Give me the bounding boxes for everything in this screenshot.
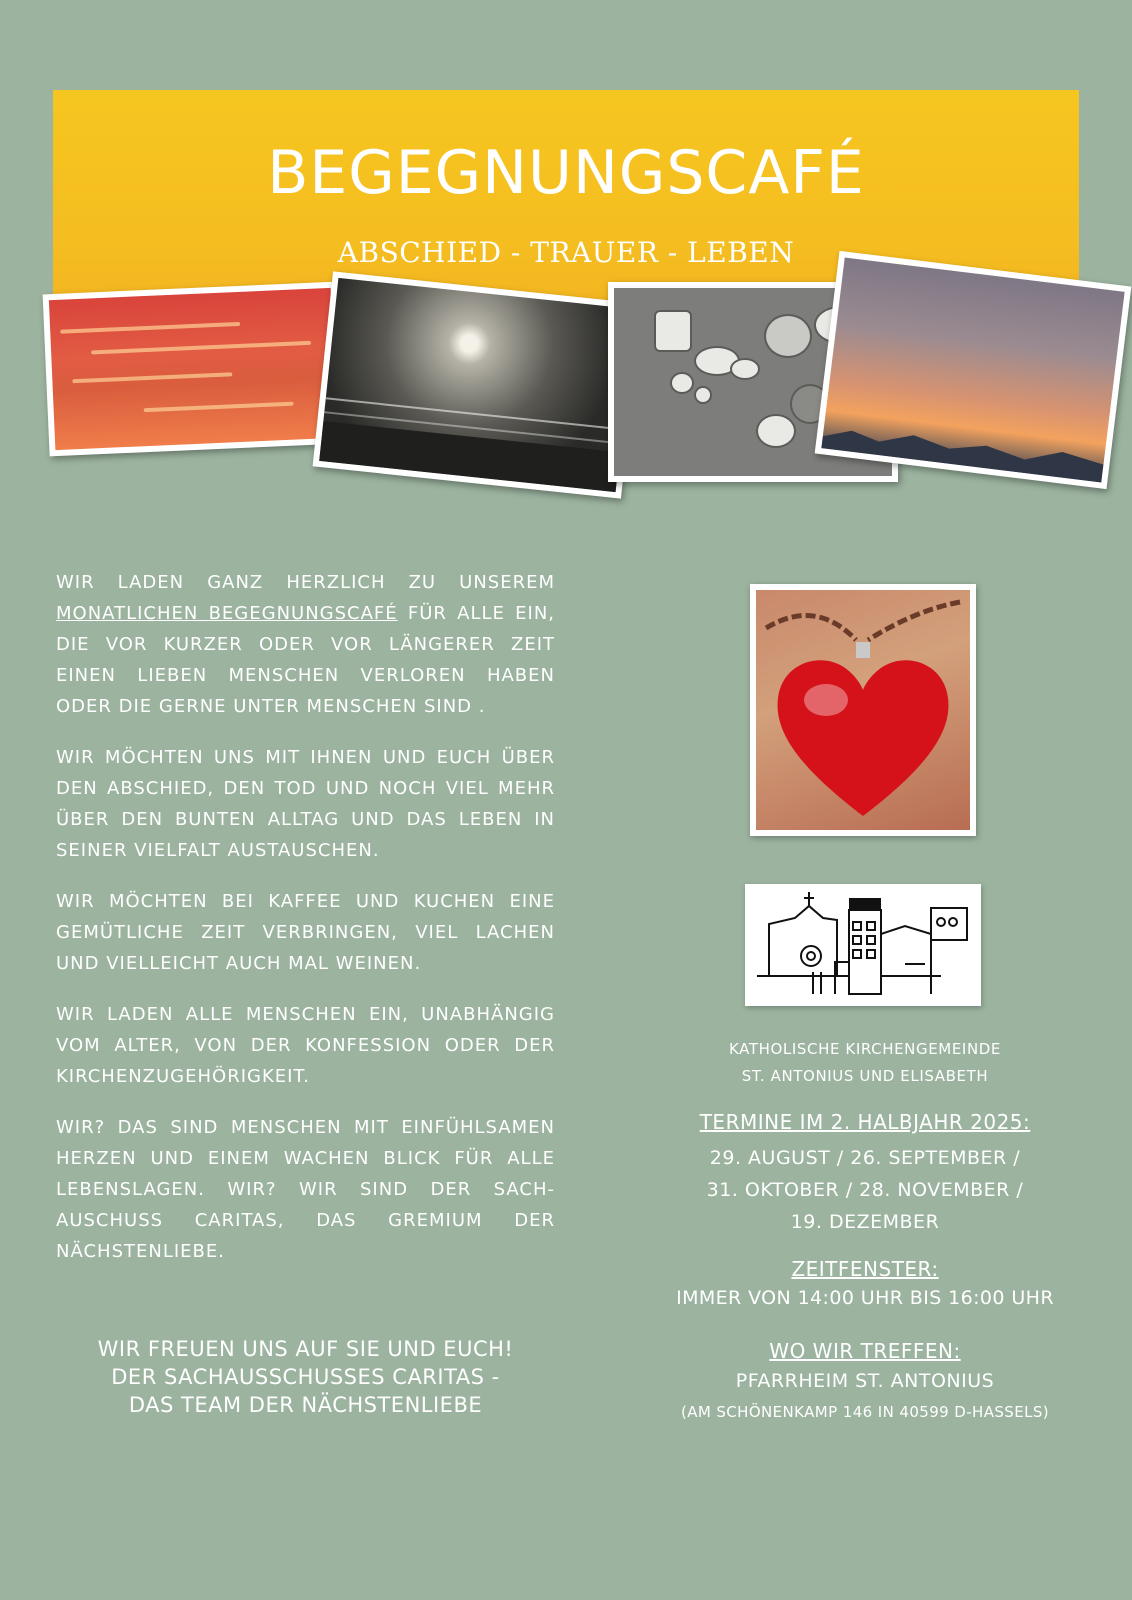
paragraph-invitation: WIR LADEN GANZ HERZLICH ZU UNSEREM MONATLICHEN BEGEGNUNGSCAFÉ FÜR ALLE EIN, DIE VOR KURZER ODER VOR LÄNGERER ZEIT EINEN LIEBEN MENSCHEN VERLOREN HABEN ODER DIE GERNE UNTER MENSCHEN SIND .: [56, 572, 556, 717]
closing-signature: WIR FREUEN UNS AUF SIE UND EUCH! DER SACHAUSSCHUSSES CARITAS - DAS TEAM DER NÄCHSTENLIEBE: [97, 1337, 514, 1417]
photo-red-heart: [750, 584, 976, 836]
photo-evening-sky: [815, 251, 1132, 489]
paragraph-coffee: WIR MÖCHTEN BEI KAFFEE UND KUCHEN EINE GEMÜTLICHE ZEIT VERBRINGEN, VIEL LACHEN UND VIELLEICHT AUCH MAL WEINEN.: [56, 891, 555, 974]
place-heading: WO WIR TREFFEN:: [769, 1339, 961, 1363]
paragraph-everyone: WIR LADEN ALLE MENSCHEN EIN, UNABHÄNGIG VOM ALTER, VON DER KONFESSION ODER DER KIRCHENZUGEHÖRIGKEIT.: [56, 1004, 555, 1087]
building-icon: [849, 898, 881, 910]
page-subtitle: ABSCHIED - TRAUER - LEBEN: [337, 236, 795, 269]
highlight-monthly-cafe: MONATLICHEN BEGEGNUNGSCAFÉ: [56, 603, 398, 624]
invitation-text: [56, 567, 555, 1287]
photo-beach-sun: [313, 271, 642, 498]
paragraph-exchange: WIR MÖCHTEN UNS MIT IHNEN UND EUCH ÜBER DEN ABSCHIED, DEN TOD UND NOCH VIEL MEHR ÜBER DEN BUNTEN ALLTAG UND DAS LEBEN IN SEINER VIELFALT AUSTAUSCHEN.: [56, 747, 555, 861]
dates-list: 29. AUGUST / 26. SEPTEMBER / 31. OKTOBER / 28. NOVEMBER / 19. DEZEMBER: [706, 1147, 1024, 1233]
parish-logo: [745, 884, 981, 1006]
time-value: IMMER VON 14:00 UHR BIS 16:00 UHR: [676, 1287, 1054, 1309]
page-title: BEGEGNUNGSCAFÉ: [267, 138, 865, 208]
dates-heading: TERMINE IM 2. HALBJAHR 2025:: [699, 1110, 1031, 1134]
place-address: (AM SCHÖNENKAMP 146 IN 40599 D-HASSELS): [680, 1403, 1050, 1421]
heart-icon: [778, 660, 949, 816]
parish-name: KATHOLISCHE KIRCHENGEMEINDE ST. ANTONIUS UND ELISABETH: [729, 1040, 1001, 1085]
photo-red-sunset: [43, 282, 344, 457]
paragraph-who-we-are: WIR? DAS SIND MENSCHEN MIT EINFÜHLSAMEN HERZEN UND EINEM WACHEN BLICK FÜR ALLE LEBENSLAGEN. WIR? WIR SIND DER SACH-AUSCHUSS CARITAS, DAS GREMIUM DER NÄCHSTENLIEBE.: [56, 1117, 555, 1262]
place-name: PFARRHEIM ST. ANTONIUS: [735, 1370, 995, 1392]
time-heading: ZEITFENSTER:: [791, 1257, 939, 1281]
